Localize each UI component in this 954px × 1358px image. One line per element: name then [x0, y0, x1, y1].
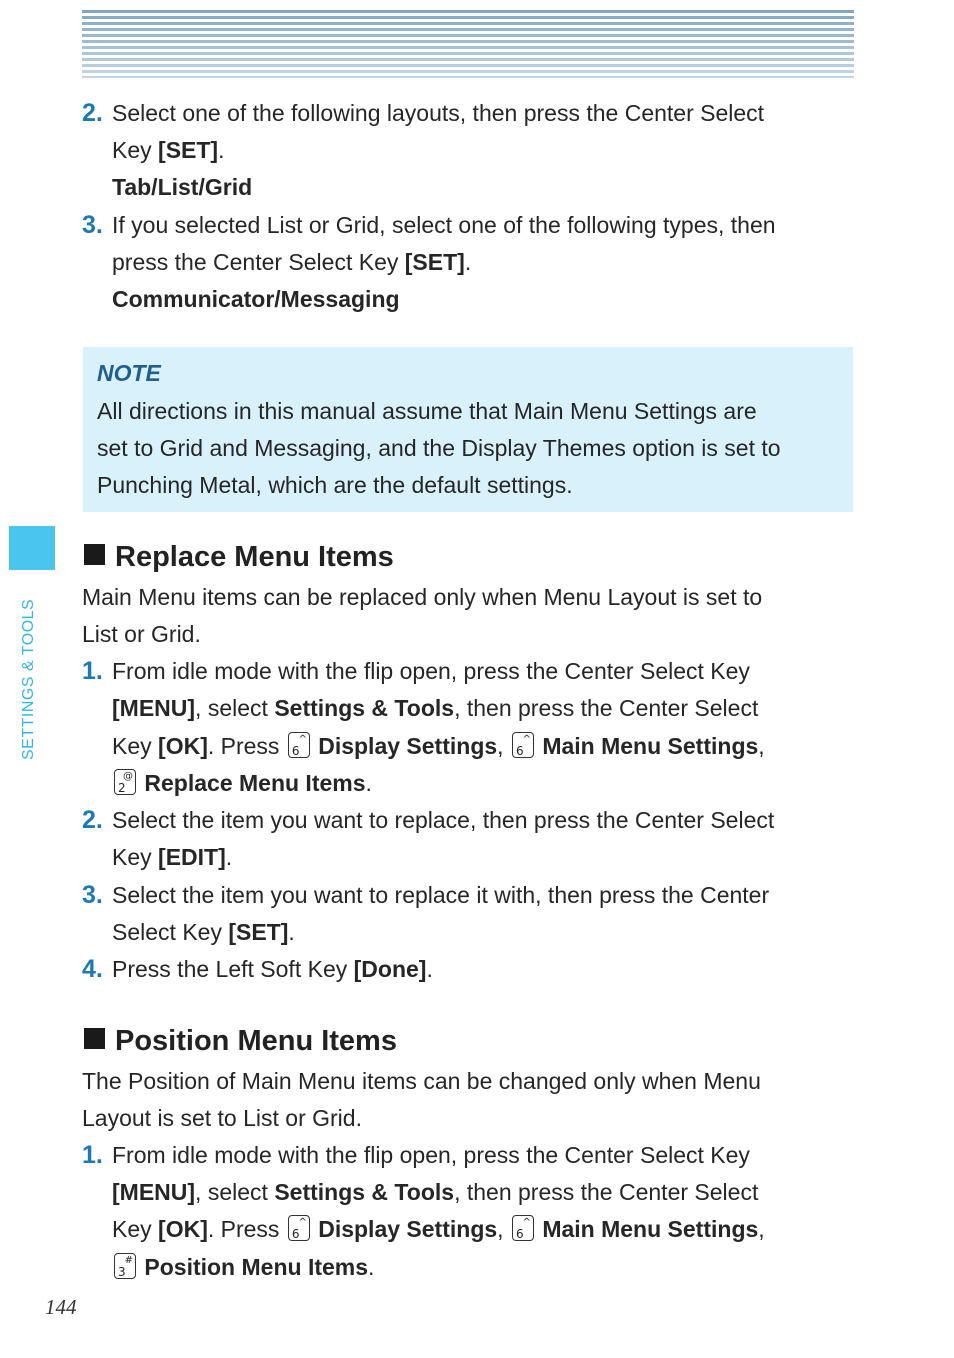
key-3-icon: 3 # — [114, 1253, 136, 1279]
step-text: 3 # Position Menu Items. — [112, 1252, 374, 1282]
step-text: Select the item you want to replace, then press the Center Select — [112, 807, 775, 833]
key-6-icon: 6 ^ — [288, 1215, 310, 1241]
step-text: Key [SET]. — [112, 137, 225, 163]
step-text: If you selected List or Grid, select one of the following types, then — [112, 212, 776, 238]
step-text: 2 @ Replace Menu Items. — [112, 768, 372, 798]
step-text: Select the item you want to replace it with, then press the Center — [112, 882, 770, 908]
step-text: Select one of the following layouts, then press the Center Select — [112, 100, 765, 126]
note-text: Punching Metal, which are the default settings. — [97, 472, 573, 498]
square-bullet-icon — [84, 1028, 105, 1049]
step-text: [MENU], select Settings & Tools, then press the Center Select — [112, 1179, 759, 1205]
step-number: 3. — [82, 211, 103, 239]
section-heading-position: Position Menu Items — [84, 1024, 397, 1058]
note-text: set to Grid and Messaging, and the Display Themes option is set to — [97, 435, 781, 461]
note-title: NOTE — [97, 360, 161, 386]
step-text: From idle mode with the flip open, press the Center Select Key — [112, 1142, 750, 1168]
header-decor-band — [82, 10, 854, 78]
step-text: press the Center Select Key [SET]. — [112, 249, 472, 275]
step-number: 2. — [82, 99, 103, 127]
step-text: Select Key [SET]. — [112, 919, 295, 945]
note-text: All directions in this manual assume that Main Menu Settings are — [97, 398, 757, 424]
key-2-icon: 2 @ — [114, 769, 136, 795]
step-text: Press the Left Soft Key [Done]. — [112, 956, 433, 982]
intro-text: Main Menu items can be replaced only when Menu Layout is set to — [82, 584, 763, 610]
intro-text: List or Grid. — [82, 621, 201, 647]
key-6-icon: 6 ^ — [512, 732, 534, 758]
step-text: Key [EDIT]. — [112, 844, 233, 870]
step-text: From idle mode with the flip open, press the Center Select Key — [112, 658, 750, 684]
section-side-label: SETTINGS & TOOLS — [20, 598, 37, 760]
step-number: 1. — [82, 1141, 103, 1169]
square-bullet-icon — [84, 544, 105, 565]
page-number: 144 — [45, 1295, 77, 1319]
section-heading-replace: Replace Menu Items — [84, 540, 394, 574]
step-text: Key [OK]. Press 6 ^ Display Settings, 6 ^ Main Menu Settings, — [112, 1216, 765, 1242]
step-text: Key [OK]. Press 6 ^ Display Settings, 6 ^ Main Menu Settings, — [112, 733, 765, 759]
option-list: Communicator/Messaging — [112, 286, 400, 312]
step-number: 4. — [82, 955, 103, 983]
key-label: [SET] — [404, 249, 465, 275]
step-number: 1. — [82, 657, 103, 685]
key-6-icon: 6 ^ — [512, 1215, 534, 1241]
option-list: Tab/List/Grid — [112, 174, 253, 200]
key-6-icon: 6 ^ — [288, 732, 310, 758]
step-text: [MENU], select Settings & Tools, then press the Center Select — [112, 695, 759, 721]
step-number: 3. — [82, 881, 103, 909]
intro-text: The Position of Main Menu items can be changed only when Menu — [82, 1068, 761, 1094]
key-label: [SET] — [158, 137, 219, 163]
step-number: 2. — [82, 806, 103, 834]
intro-text: Layout is set to List or Grid. — [82, 1105, 362, 1131]
